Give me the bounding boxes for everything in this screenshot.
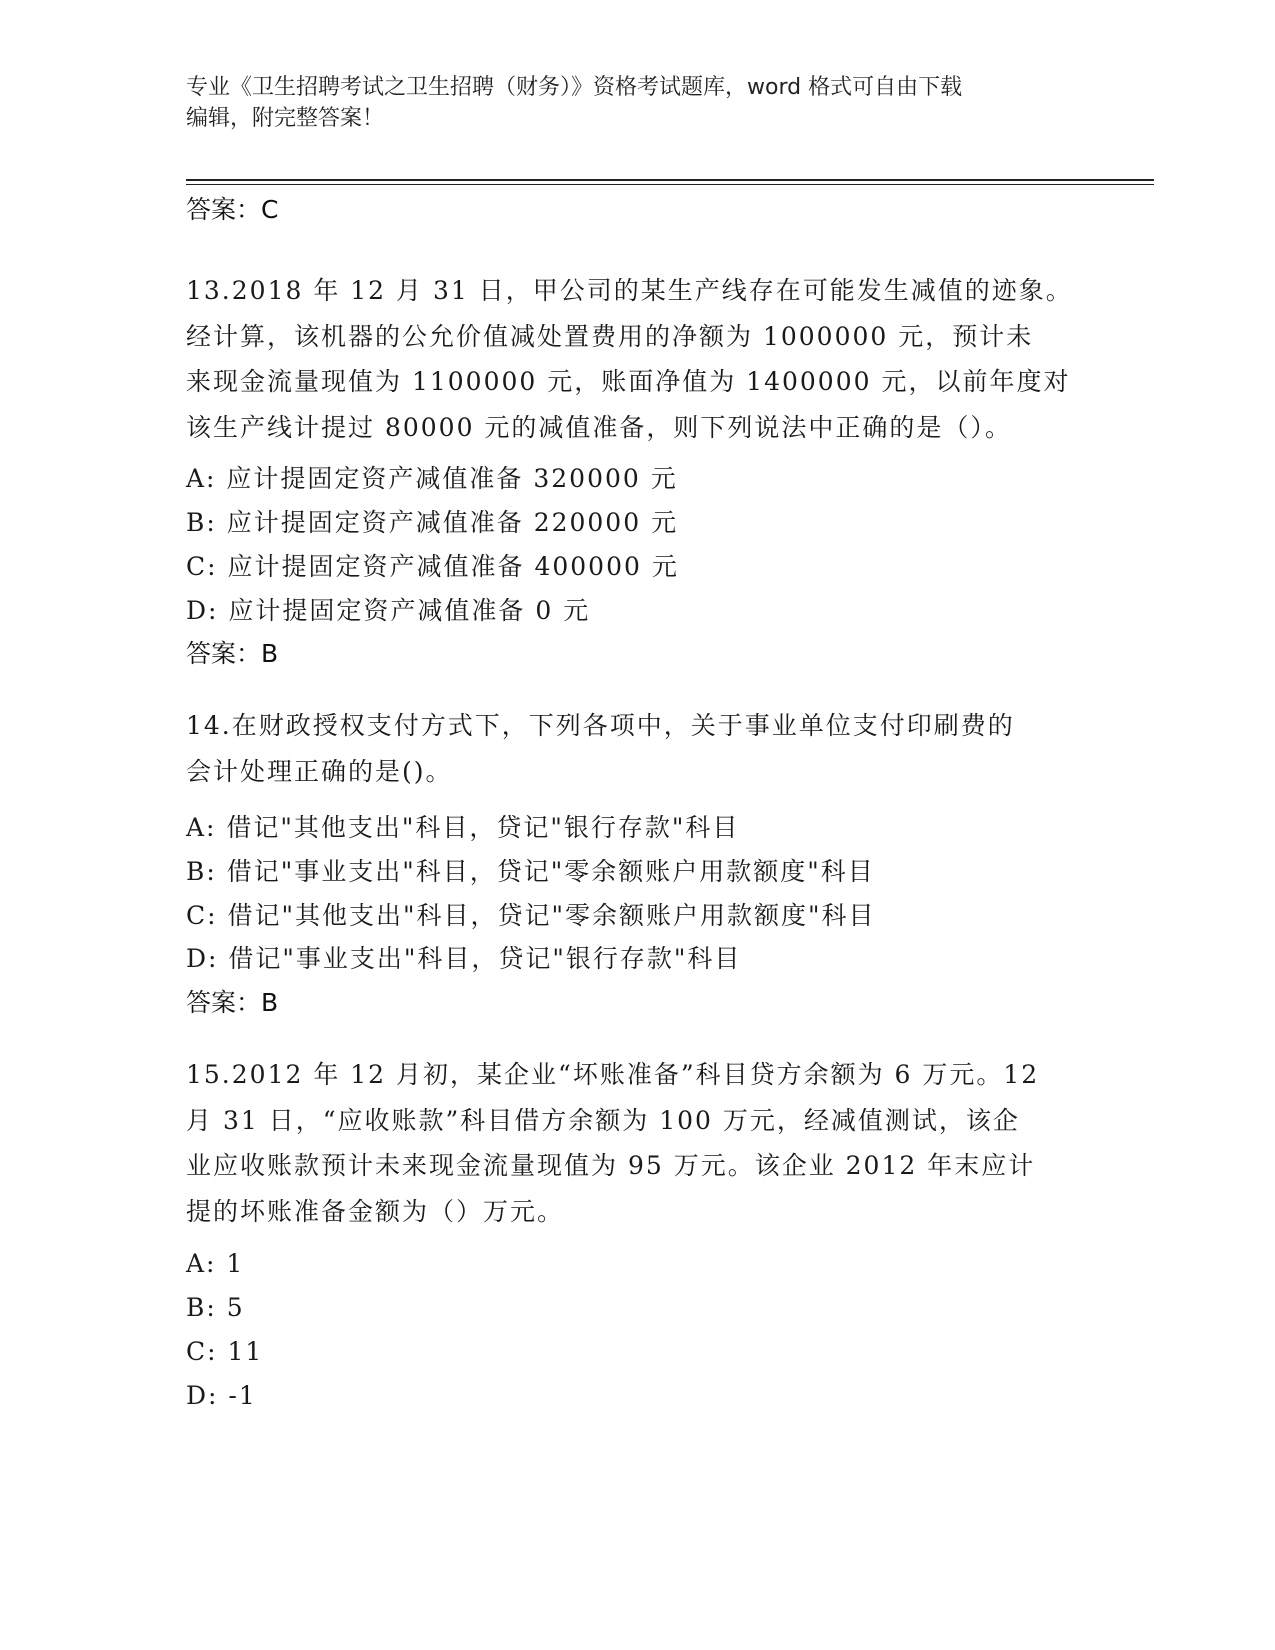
question-15-stem [186, 1052, 1086, 1234]
question-14-option-b: B: 借记"事业支出"科目，贷记"零余额账户用款额度"科目 [186, 857, 875, 886]
question-13-option-b: B: 应计提固定资产减值准备 220000 元 [186, 508, 679, 537]
question-14-stem [186, 703, 1086, 794]
document-header [186, 72, 1066, 134]
question-14-answer: 答案：B [186, 988, 279, 1017]
question-15-option-b: B: 5 [186, 1293, 245, 1322]
question-15-option-d: D: -1 [186, 1381, 257, 1410]
question-14-option-a: A: 借记"其他支出"科目，贷记"银行存款"科目 [186, 813, 740, 842]
stem-line: 业应收账款预计未来现金流量现值为 95 万元。该企业 2012 年末应计 [186, 1151, 1036, 1180]
question-13-stem [186, 268, 1086, 450]
header-divider-thin [186, 184, 1154, 185]
stem-line: 来现金流量现值为 1100000 元，账面净值为 1400000 元，以前年度对 [186, 367, 1071, 396]
question-13-answer: 答案：B [186, 639, 279, 668]
header-divider-thick [186, 179, 1154, 181]
stem-line: 该生产线计提过 80000 元的减值准备，则下列说法中正确的是（）。 [186, 412, 1012, 442]
question-14-option-d: D: 借记"事业支出"科目，贷记"银行存款"科目 [186, 944, 742, 973]
stem-line: 月 31 日，“应收账款”科目借方余额为 100 万元，经减值测试，该企 [186, 1105, 1020, 1135]
stem-line: 15.2012 年 12 月初，某企业“坏账准备”科目贷方余额为 6 万元。12 [186, 1060, 1040, 1089]
question-13-option-c: C: 应计提固定资产减值准备 400000 元 [186, 552, 679, 581]
stem-line: 14.在财政授权支付方式下，下列各项中，关于事业单位支付印刷费的 [186, 711, 1015, 740]
stem-line: 13.2018 年 12 月 31 日，甲公司的某生产线存在可能发生减值的迹象。 [186, 276, 1073, 305]
question-13-option-a: A: 应计提固定资产减值准备 320000 元 [186, 464, 678, 493]
header-line-1: 专业《卫生招聘考试之卫生招聘（财务）》资格考试题库，word 格式可自由下载 [186, 75, 963, 100]
previous-answer: 答案：C [186, 195, 279, 224]
question-13-option-d: D: 应计提固定资产减值准备 0 元 [186, 596, 591, 625]
question-14-option-c: C: 借记"其他支出"科目，贷记"零余额账户用款额度"科目 [186, 901, 876, 930]
header-line-2: 编辑，附完整答案！ [186, 106, 385, 131]
question-15-option-a: A: 1 [186, 1249, 245, 1278]
stem-line: 经计算，该机器的公允价值减处置费用的净额为 1000000 元，预计未 [186, 321, 1034, 351]
stem-line: 会计处理正确的是()。 [186, 756, 453, 786]
stem-line: 提的坏账准备金额为（）万元。 [186, 1196, 565, 1226]
question-15-option-c: C: 11 [186, 1337, 264, 1366]
